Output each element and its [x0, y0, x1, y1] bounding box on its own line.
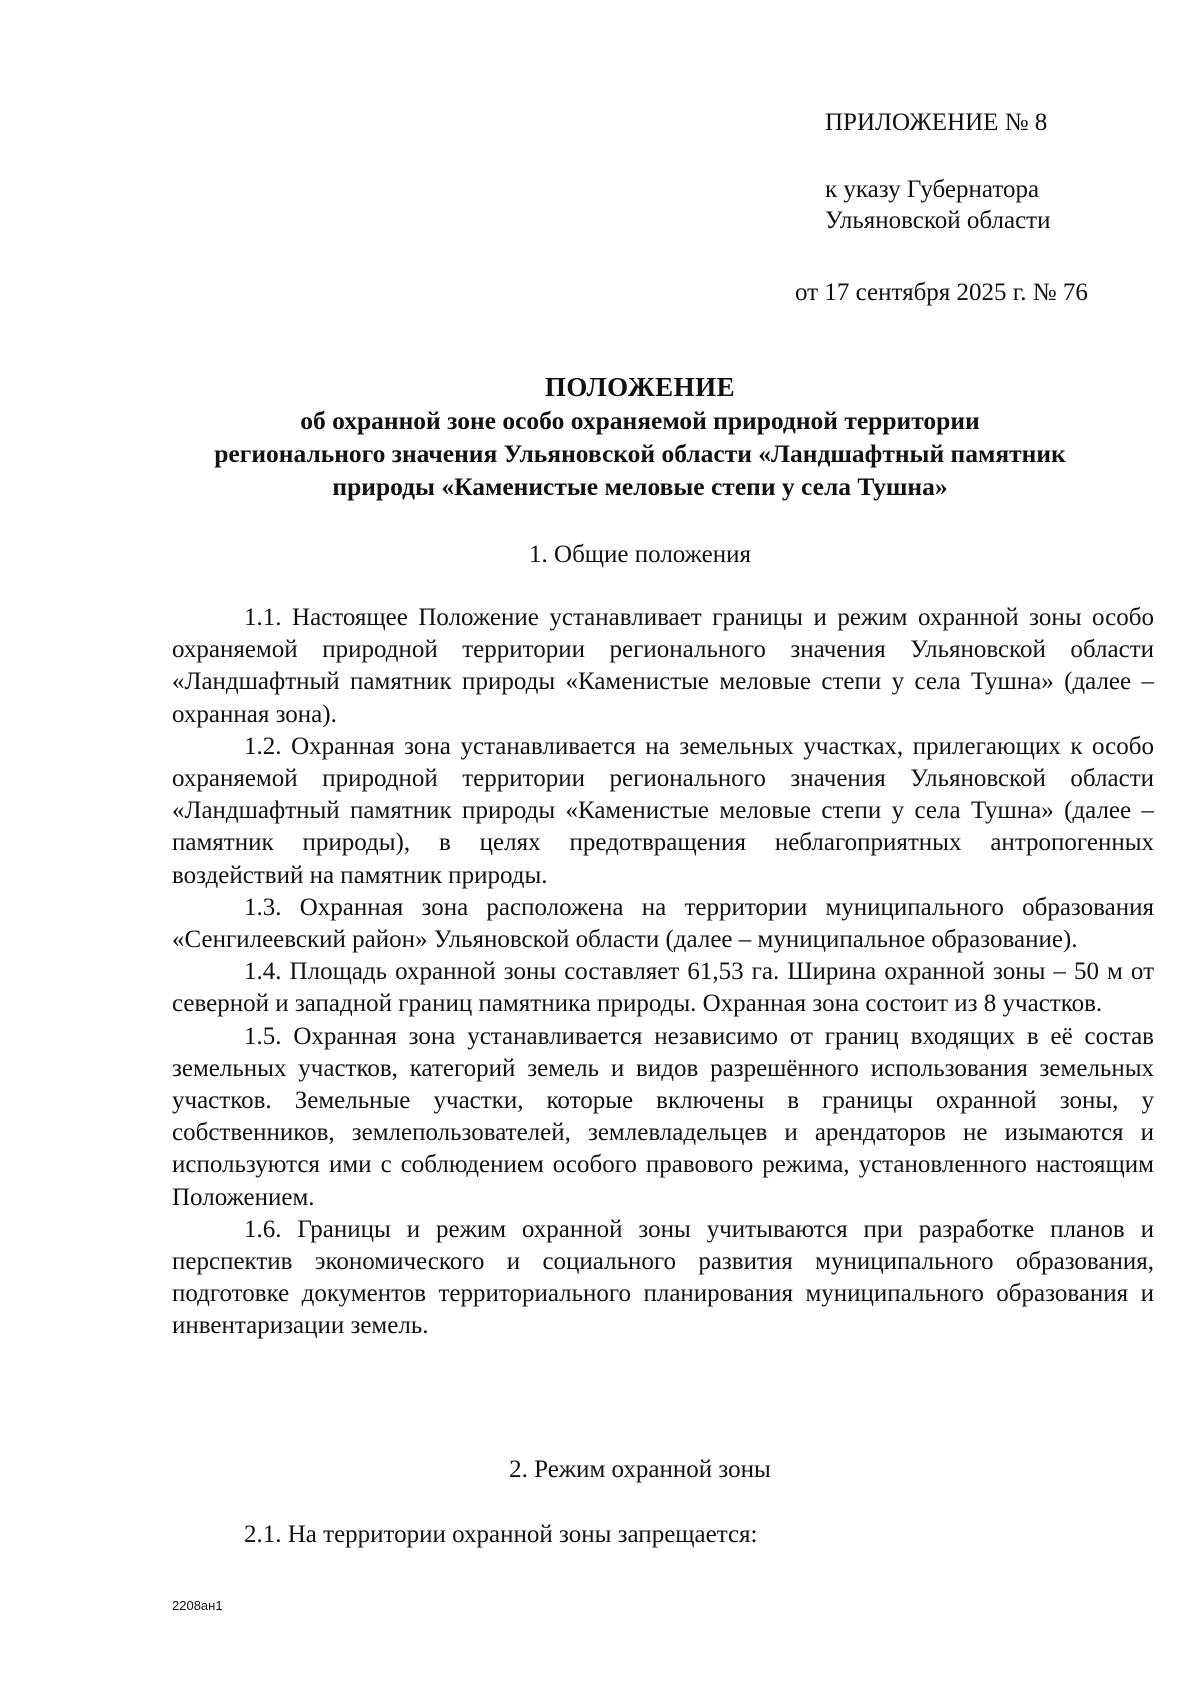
paragraph-1-3: 1.3. Охранная зона расположена на территории муниципального образования «Сенгилеевский район» Ульяновской области (далее – муниципальное образование). [172, 893, 1154, 954]
appendix-title: ПРИЛОЖЕНИЕ № 8 [825, 109, 1048, 136]
paragraph-1-2: 1.2. Охранная зона устанавливается на земельных участках, прилегающих к особо охраняемой природной территории регионального значения Ульяновской области «Ландшафтный памятник природы «Каменистые меловые степи у села Тушна» (далее – памятник природы), в целях предотвращения неблагоприятных антропогенных воздействий на памятник природы. [172, 732, 1154, 889]
document-title-line: регионального значения Ульяновской области «Ландшафтный памятник [214, 439, 1066, 468]
document-title-line: природы «Каменистые меловые степи у села Тушна» [332, 472, 948, 501]
section-general-body [172, 602, 1154, 1343]
appendix-reference-line: к указу Губернатора [825, 176, 1040, 203]
document-title [140, 371, 1140, 503]
appendix-reference [825, 174, 1155, 236]
appendix-date: от 17 сентября 2025 г. № 76 [795, 279, 1088, 306]
paragraph-1-1: 1.1. Настоящее Положение устанавливает границы и режим охранной зоны особо охраняемой природной территории регионального значения Ульяновской области «Ландшафтный памятник природы «Каменистые меловые степи у села Тушна» (далее – охранная зона). [172, 604, 1154, 728]
paragraph-1-6: 1.6. Границы и режим охранной зоны учитываются при разработке планов и перспектив экономического и социального развития муниципального образования, подготовке документов территориального планирования муниципального образования и инвентаризации земель. [172, 1215, 1154, 1340]
paragraph-2-1: 2.1. На территории охранной зоны запрещается: [244, 1521, 758, 1548]
section-heading-general: 1. Общие положения [529, 541, 751, 568]
paragraph-1-4: 1.4. Площадь охранной зоны составляет 61,53 га. Ширина охранной зоны – 50 м от северной и западной границ памятника природы. Охранная зона состоит из 8 участков. [172, 958, 1154, 1018]
section-heading-regime: 2. Режим охранной зоны [509, 1456, 771, 1483]
appendix-reference-line: Ульяновской области [825, 207, 1051, 234]
paragraph-1-5: 1.5. Охранная зона устанавливается независимо от границ входящих в её состав земельных участков, категорий земель и видов разрешённого использования земельных участков. Земельные участки, которые включены в границы охранной зоны, у собственников, землепользователей, землевладельцев и арендаторов не изымаются и используются ими с соблюдением особого правового режима, установленного настоящим Положением. [172, 1022, 1154, 1211]
document-title-main: ПОЛОЖЕНИЕ [544, 372, 736, 402]
document-title-line: об охранной зоне особо охраняемой природной территории [300, 406, 980, 435]
footer-document-code: 2208ан1 [172, 1598, 223, 1613]
